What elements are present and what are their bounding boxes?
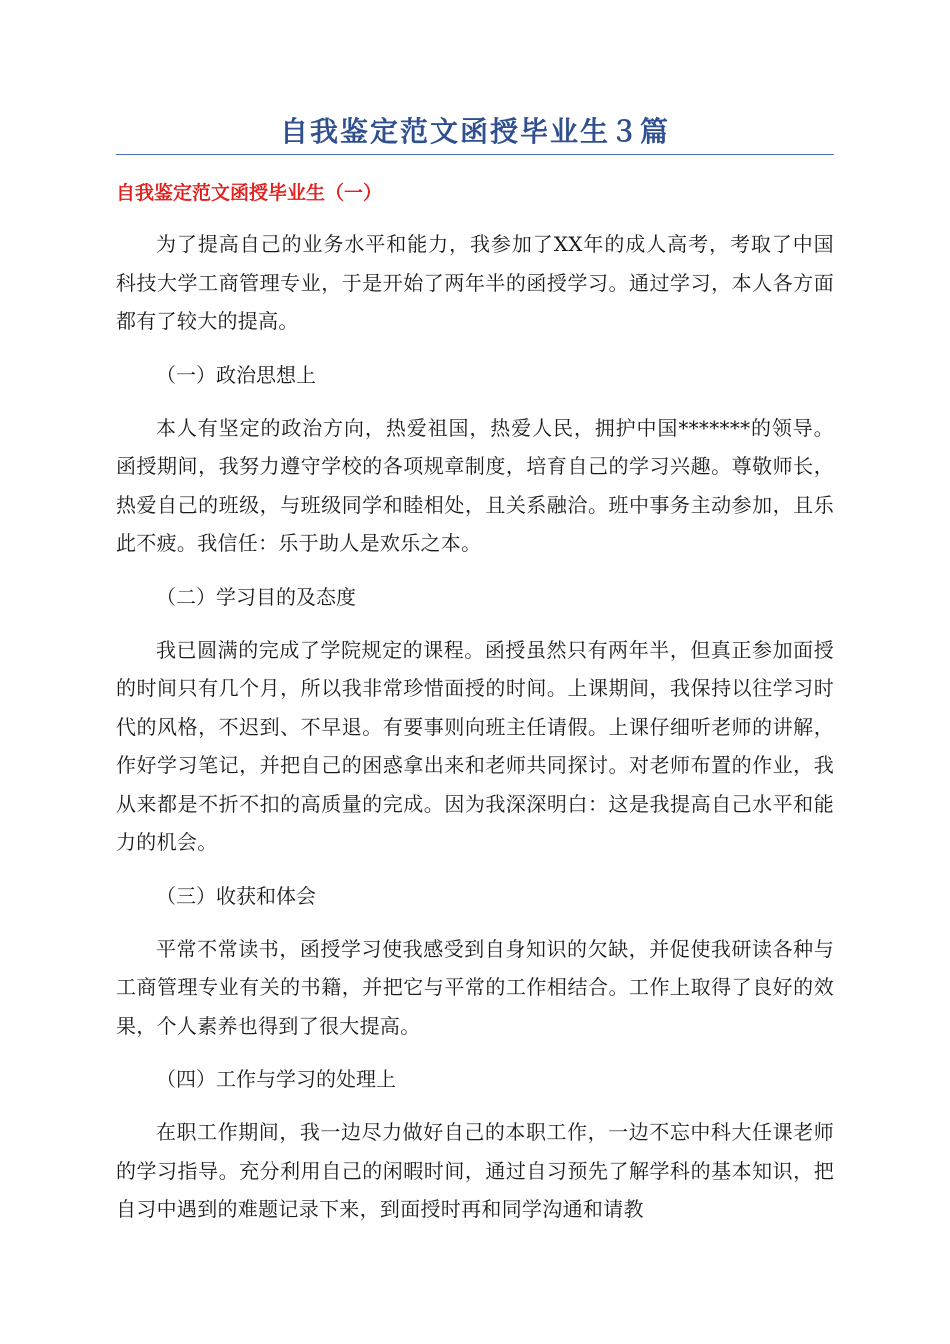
intro-paragraph: 为了提高自己的业务水平和能力，我参加了XX年的成人高考，考取了中国科技大学工商管理专业，于是开始了两年半的函授学习。通过学习，本人各方面都有了较大的提高。 (116, 232, 834, 333)
title-underline-rule (116, 154, 834, 155)
paragraph-work-study: 在职工作期间，我一边尽力做好自己的本职工作，一边不忘中科大任课老师的学习指导。充分利用自己的闲暇时间，通过自习预先了解学科的基本知识，把自习中遇到的难题记录下来，到面授时再和同学沟通和请教 (116, 1120, 834, 1221)
subheading-study-attitude: （二）学习目的及态度 (156, 584, 356, 609)
document-body (116, 225, 834, 1244)
subheading-political: （一）政治思想上 (156, 362, 316, 387)
paragraph-study-attitude: 我已圆满的完成了学院规定的课程。函授虽然只有两年半，但真正参加面授的时间只有几个月，所以我非常珍惜面授的时间。上课期间，我保持以往学习时代的风格，不迟到、不早退。有要事则向班主任请假。上课仔细听老师的讲解，作好学习笔记，并把自己的困惑拿出来和老师共同探讨。对老师布置的作业，我从来都是不折不扣的高质量的完成。因为我深深明白：这是我提高自己水平和能力的机会。 (116, 637, 834, 854)
section-heading: 自我鉴定范文函授毕业生（一） (116, 182, 383, 204)
subheading-work-study: （四）工作与学习的处理上 (156, 1067, 396, 1091)
paragraph-political: 本人有坚定的政治方向，热爱祖国，热爱人民，拥护中国*******的领导。函授期间，我努力遵守学校的各项规章制度，培育自己的学习兴趣。尊敬师长，热爱自己的班级，与班级同学和睦相处，且关系融洽。班中事务主动参加，且乐此不疲。我信任：乐于助人是欢乐之本。 (116, 415, 834, 555)
paragraph-gains: 平常不常读书，函授学习使我感受到自身知识的欠缺，并促使我研读各种与工商管理专业有关的书籍，并把它与平常的工作相结合。工作上取得了良好的效果，个人素养也得到了很大提高。 (116, 936, 834, 1038)
document-title: 自我鉴定范文函授毕业生３篇 (279, 115, 670, 148)
subheading-gains: （三）收获和体会 (156, 883, 316, 908)
